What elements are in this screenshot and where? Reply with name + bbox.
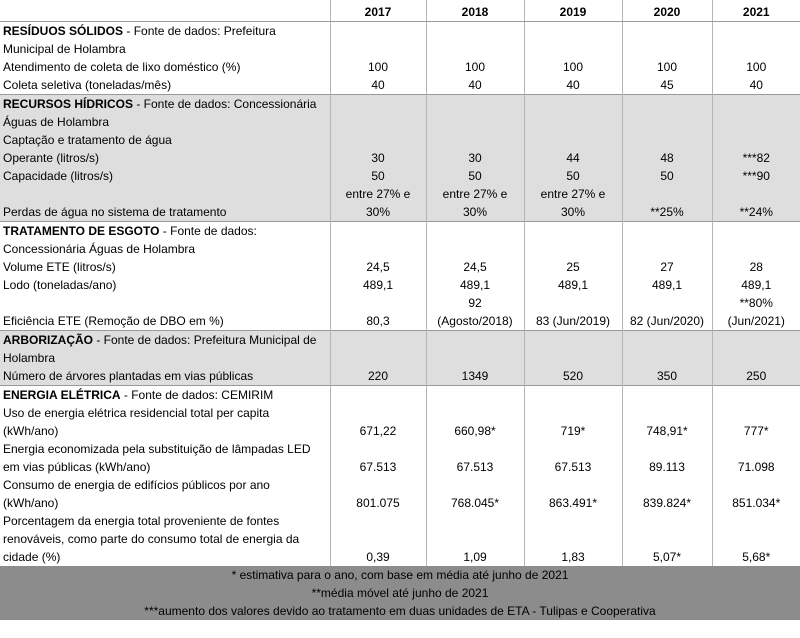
cell: 48: [622, 149, 712, 167]
cell: (Agosto/2018): [426, 312, 524, 331]
table-row: [0, 294, 800, 312]
section-title: [0, 222, 330, 241]
cell: 839.824*: [622, 494, 712, 512]
section-source-row: [0, 113, 800, 131]
section-source: - Fonte de dados:: [159, 224, 257, 238]
cell: 67.513: [524, 458, 622, 476]
section-title: [0, 22, 330, 41]
section-title-text: RESÍDUOS SÓLIDOS: [3, 24, 124, 38]
cell: 489,1: [426, 276, 524, 294]
section-source: - Fonte de dados: Concessionária: [133, 97, 317, 111]
section-title-text: ARBORIZAÇÃO: [3, 333, 93, 347]
cell: 100: [426, 58, 524, 76]
subheader-label: Captação e tratamento de água: [0, 131, 330, 149]
cell: 350: [622, 367, 712, 386]
cell: (Jun/2021): [712, 312, 800, 331]
cell: 489,1: [622, 276, 712, 294]
year-header: 2019: [524, 0, 622, 22]
cell: 67.513: [330, 458, 426, 476]
table-row: [0, 185, 800, 203]
cell: entre 27% e: [426, 185, 524, 203]
cell: 100: [524, 58, 622, 76]
cell: 100: [622, 58, 712, 76]
row-label: [0, 294, 330, 312]
section-electric-energy: [0, 386, 800, 567]
cell: 748,91*: [622, 422, 712, 440]
cell: 30%: [330, 203, 426, 222]
section-source-row: [0, 349, 800, 367]
table-row: [0, 422, 800, 440]
row-label-cont: (kWh/ano): [0, 494, 330, 512]
cell: 220: [330, 367, 426, 386]
section-source-row: [0, 40, 800, 58]
cell: 660,98*: [426, 422, 524, 440]
cell: 44: [524, 149, 622, 167]
section-title-row: [0, 386, 800, 405]
section-title-text: ENERGIA ELÉTRICA: [3, 388, 121, 402]
row-label: Porcentagem da energia total proveniente de fontes: [0, 512, 330, 530]
cell: 719*: [524, 422, 622, 440]
section-source-cont: Holambra: [0, 349, 330, 367]
cell: ***90: [712, 167, 800, 185]
cell: 28: [712, 258, 800, 276]
cell: 0,39: [330, 548, 426, 566]
cell: 30%: [524, 203, 622, 222]
row-label: Operante (litros/s): [0, 149, 330, 167]
cell: [622, 185, 712, 203]
cell: 40: [426, 76, 524, 95]
section-title-text: TRATAMENTO DE ESGOTO: [3, 224, 160, 238]
year-header: 2017: [330, 0, 426, 22]
footnote: * estimativa para o ano, com base em média até junho de 2021: [231, 568, 569, 582]
year-header: 2020: [622, 0, 712, 22]
section-title-row: [0, 331, 800, 350]
row-label: [0, 185, 330, 203]
row-label: Atendimento de coleta de lixo doméstico (%): [0, 58, 330, 76]
cell: 489,1: [330, 276, 426, 294]
cell: 80,3: [330, 312, 426, 331]
table-row: [0, 203, 800, 222]
row-label: Energia economizada pela substituição de lâmpadas LED: [0, 440, 330, 458]
table-row: [0, 548, 800, 566]
cell: 50: [524, 167, 622, 185]
section-source: - Fonte de dados: Prefeitura: [123, 24, 276, 38]
cell: 40: [330, 76, 426, 95]
row-label: Volume ETE (litros/s): [0, 258, 330, 276]
section-title-row: [0, 222, 800, 241]
row-label-cont: cidade (%): [0, 548, 330, 566]
cell: 30: [426, 149, 524, 167]
header-row: [0, 0, 800, 22]
cell: 83 (Jun/2019): [524, 312, 622, 331]
table-row: [0, 404, 800, 422]
section-solid-waste: [0, 22, 800, 95]
footnotes: [0, 566, 800, 620]
year-header: 2021: [712, 0, 800, 22]
table-row: [0, 476, 800, 494]
cell: 30: [330, 149, 426, 167]
row-label: Número de árvores plantadas em vias públicas: [0, 367, 330, 386]
cell: **24%: [712, 203, 800, 222]
row-label: Consumo de energia de edifícios públicos por ano: [0, 476, 330, 494]
section-source-cont: Municipal de Holambra: [0, 40, 330, 58]
cell: [330, 294, 426, 312]
row-label: Perdas de água no sistema de tratamento: [0, 203, 330, 222]
section-source-row: [0, 240, 800, 258]
table-row: [0, 76, 800, 95]
table-row: [0, 458, 800, 476]
cell: 30%: [426, 203, 524, 222]
table-row: [0, 494, 800, 512]
cell: 801.075: [330, 494, 426, 512]
cell: ***82: [712, 149, 800, 167]
cell: 50: [330, 167, 426, 185]
year-header: 2018: [426, 0, 524, 22]
section-afforestation: [0, 331, 800, 386]
row-label-cont: renováveis, como parte do consumo total de energia da: [0, 530, 330, 548]
footnote: ***aumento dos valores devido ao tratamento em duas unidades de ETA - Tulipas e Cooperativa: [144, 604, 656, 618]
cell: 671,22: [330, 422, 426, 440]
cell: 250: [712, 367, 800, 386]
table-row: [0, 367, 800, 386]
cell: 1,09: [426, 548, 524, 566]
cell: 489,1: [712, 276, 800, 294]
row-label: Uso de energia elétrica residencial total per capita: [0, 404, 330, 422]
table-row: [0, 258, 800, 276]
cell: 27: [622, 258, 712, 276]
cell: 5,07*: [622, 548, 712, 566]
cell: 1,83: [524, 548, 622, 566]
cell: 40: [712, 76, 800, 95]
table-row: [0, 312, 800, 331]
row-label: Capacidade (litros/s): [0, 167, 330, 185]
cell: 89.113: [622, 458, 712, 476]
header-empty: [0, 0, 330, 22]
section-source-cont: Concessionária Águas de Holambra: [0, 240, 330, 258]
cell: 92: [426, 294, 524, 312]
table-row: [0, 512, 800, 530]
cell: [524, 294, 622, 312]
cell: 777*: [712, 422, 800, 440]
row-label-cont: em vias públicas (kWh/ano): [0, 458, 330, 476]
section-sewage-treatment: [0, 222, 800, 331]
cell: 50: [426, 167, 524, 185]
section-title-row: [0, 22, 800, 41]
cell: 25: [524, 258, 622, 276]
row-label: Eficiência ETE (Remoção de DBO em %): [0, 312, 330, 331]
cell: 50: [622, 167, 712, 185]
row-label: Coleta seletiva (toneladas/mês): [0, 76, 330, 95]
cell: 40: [524, 76, 622, 95]
section-title: [0, 95, 330, 114]
cell: 82 (Jun/2020): [622, 312, 712, 331]
row-label: Lodo (toneladas/ano): [0, 276, 330, 294]
cell: 5,68*: [712, 548, 800, 566]
cell: 24,5: [330, 258, 426, 276]
cell: 67.513: [426, 458, 524, 476]
cell: 520: [524, 367, 622, 386]
table-row: [0, 167, 800, 185]
cell: 45: [622, 76, 712, 95]
row-label-cont: (kWh/ano): [0, 422, 330, 440]
section-source-cont: Águas de Holambra: [0, 113, 330, 131]
cell: 768.045*: [426, 494, 524, 512]
subheader-row: [0, 131, 800, 149]
section-source: - Fonte de dados: CEMIRIM: [120, 388, 274, 402]
section-source: - Fonte de dados: Prefeitura Municipal de: [93, 333, 317, 347]
table-row: [0, 149, 800, 167]
section-title-row: [0, 95, 800, 114]
cell: 24,5: [426, 258, 524, 276]
section-title: [0, 386, 330, 405]
cell: **25%: [622, 203, 712, 222]
cell: [712, 185, 800, 203]
cell: 71.098: [712, 458, 800, 476]
table-row: [0, 58, 800, 76]
cell: [622, 294, 712, 312]
table-row: [0, 530, 800, 548]
table-row: [0, 440, 800, 458]
cell: entre 27% e: [330, 185, 426, 203]
table-row: [0, 276, 800, 294]
cell: 1349: [426, 367, 524, 386]
cell: 100: [712, 58, 800, 76]
section-title: [0, 331, 330, 350]
section-title-text: RECURSOS HÍDRICOS: [3, 97, 134, 111]
cell: **80%: [712, 294, 800, 312]
footnote: **média móvel até junho de 2021: [311, 586, 489, 600]
section-water-resources: [0, 95, 800, 222]
cell: entre 27% e: [524, 185, 622, 203]
cell: 489,1: [524, 276, 622, 294]
cell: 100: [330, 58, 426, 76]
cell: 851.034*: [712, 494, 800, 512]
cell: 863.491*: [524, 494, 622, 512]
